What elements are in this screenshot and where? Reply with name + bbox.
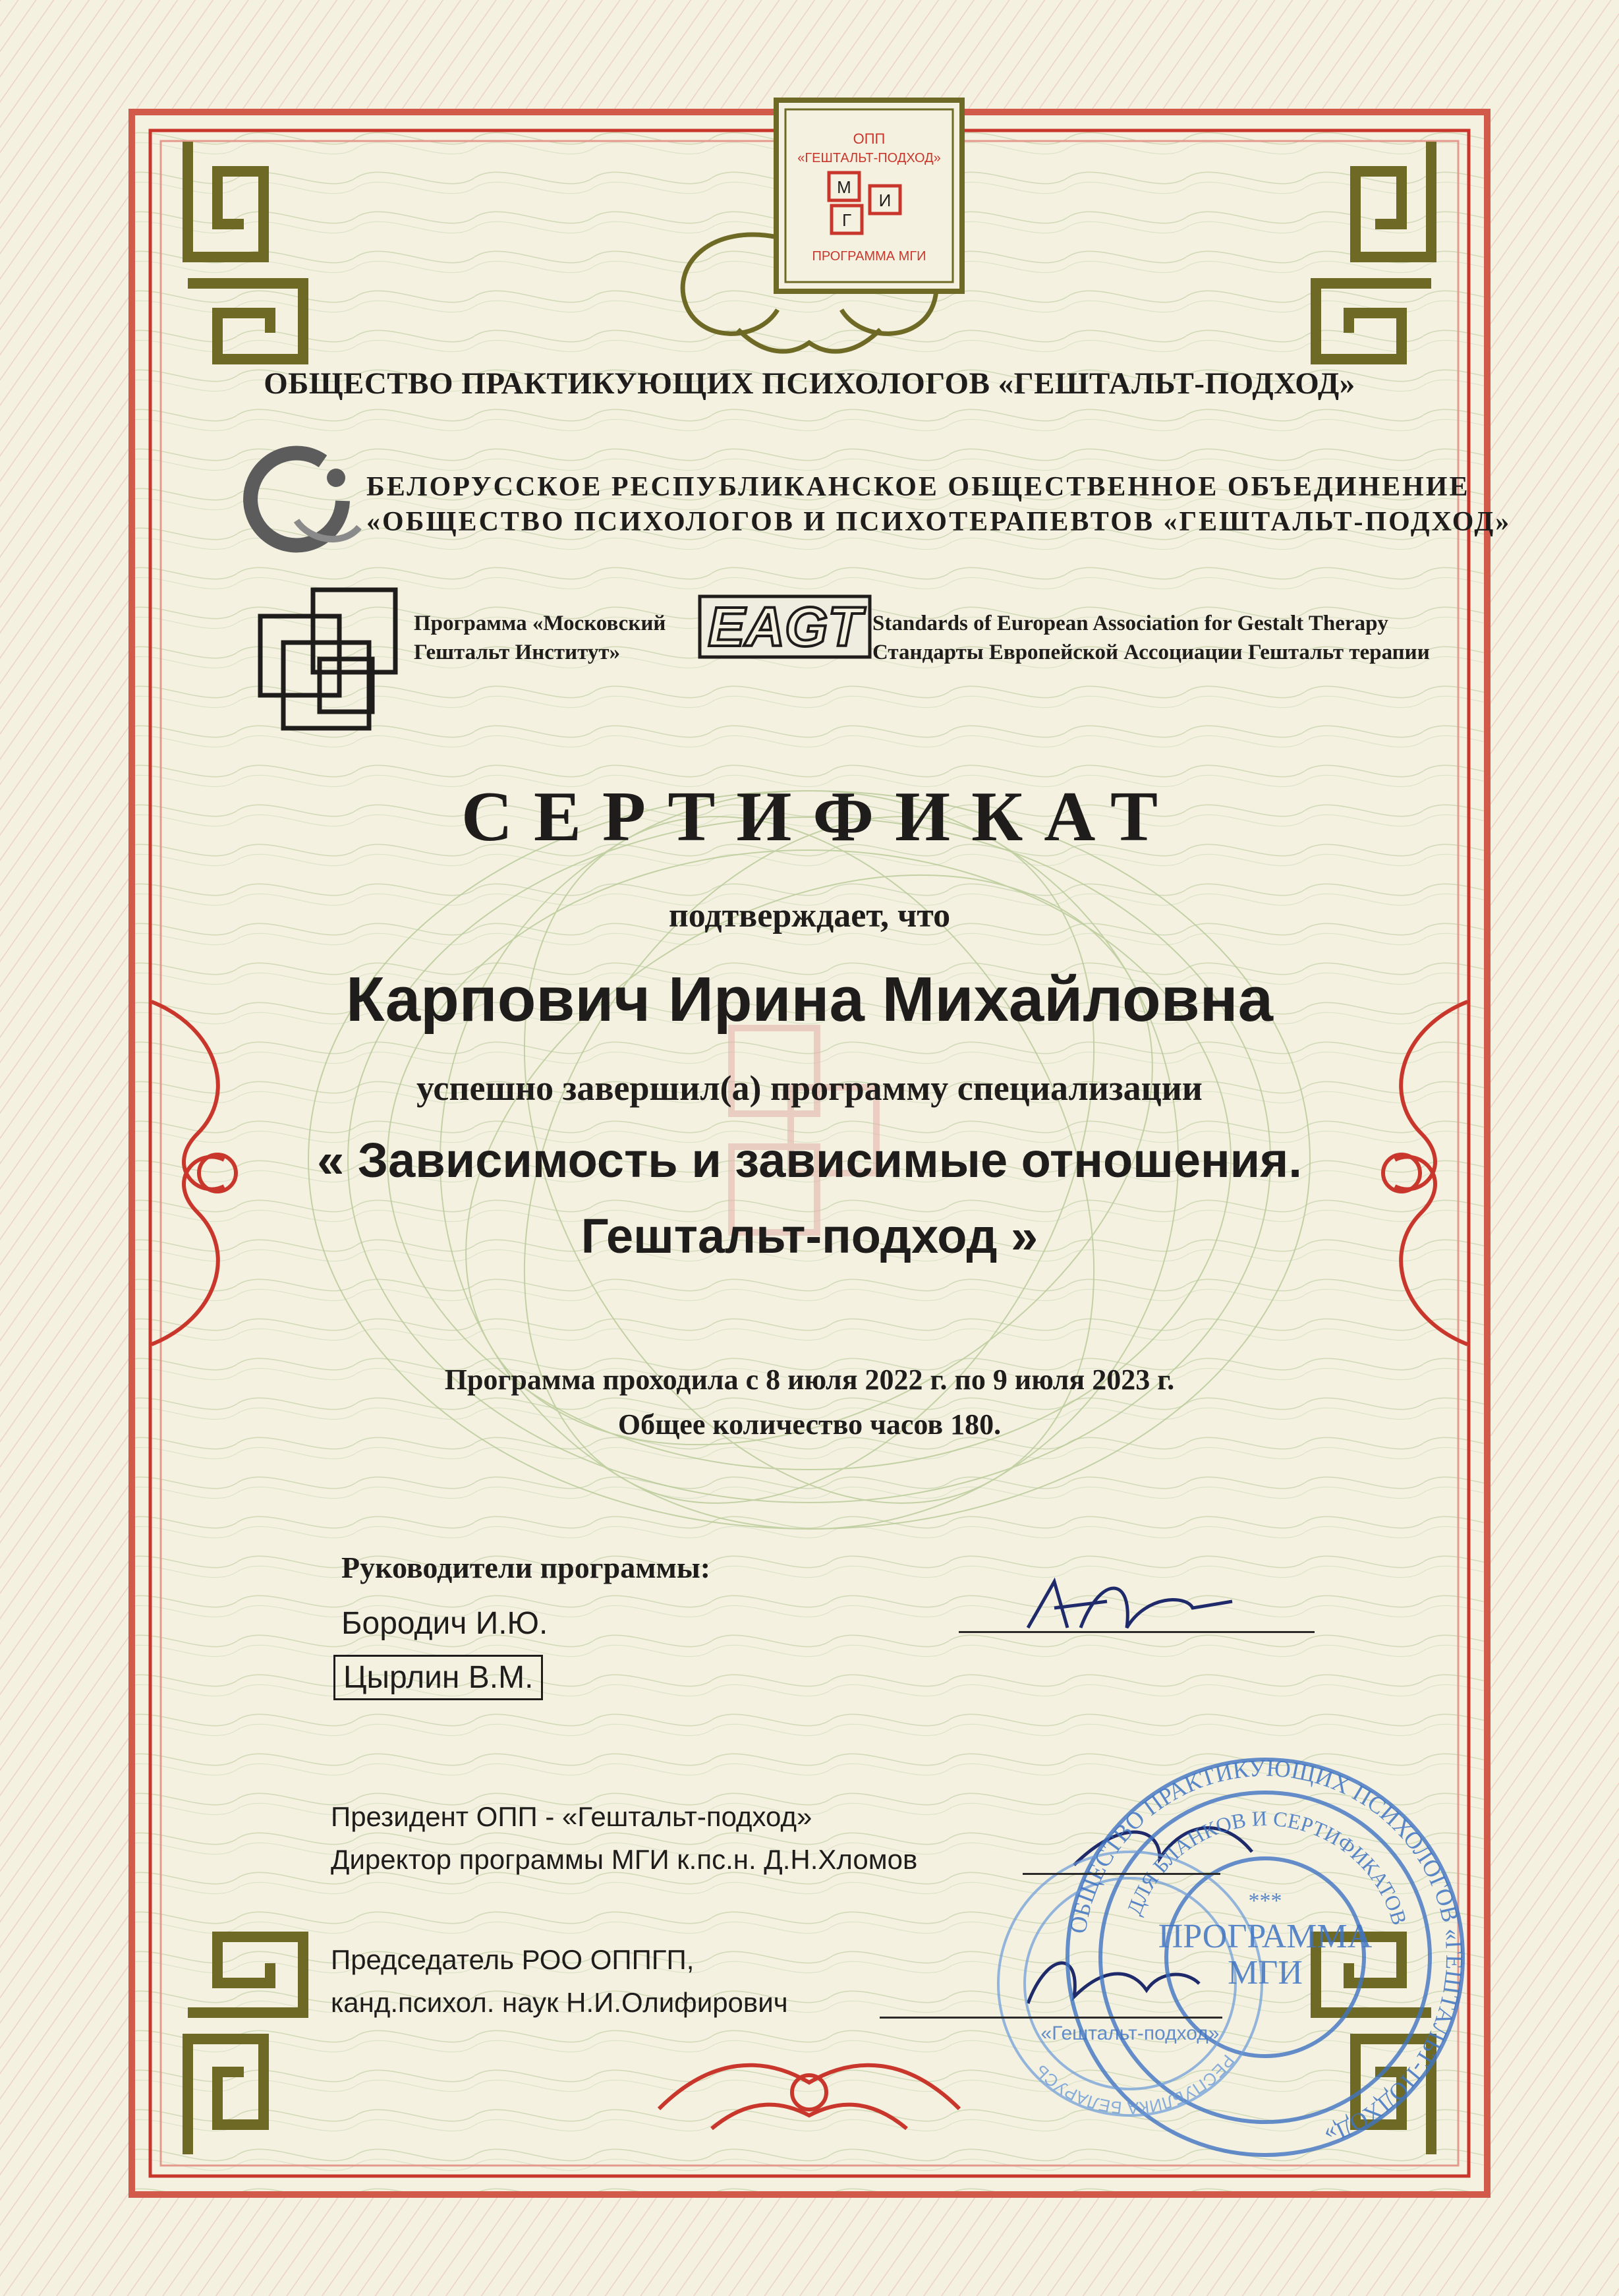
svg-text:EAGT: EAGT [708, 596, 862, 658]
president-title: Президент ОПП - «Гештальт-подход» [331, 1801, 812, 1832]
stamp2-center: «Гештальт-подход» [1040, 2023, 1220, 2044]
belarus-org-line2: «ОБЩЕСТВО ПСИХОЛОГОВ И ПСИХОТЕРАПЕВТОВ «ГЕШТАЛЬТ-ПОДХОД» [366, 507, 1512, 537]
badge-line1: ОПП [853, 130, 886, 147]
program-title-line2: Гештальт-подход » [581, 1209, 1038, 1263]
badge-letter-m: М [837, 177, 851, 197]
belarus-org-line1: БЕЛОРУССКОЕ РЕСПУБЛИКАНСКОЕ ОБЩЕСТВЕННОЕ ОБЪЕДИНЕНИЕ [366, 472, 1470, 502]
confirms-text: подтверждает, что [668, 897, 951, 934]
leader-name-1: Бородич И.Ю. [341, 1606, 548, 1641]
stamp-center-2: МГИ [1228, 1954, 1303, 1992]
badge-letter-i: И [878, 190, 892, 210]
mgi-program-line1: Программа «Московский [414, 612, 666, 635]
stamp-outer-ring-text: ОБЩЕСТВО ПРАКТИКУЮЩИХ ПСИХОЛОГОВ «ГЕШТАЛЬТ-ПОДХОД» [1064, 1754, 1468, 2149]
chair-name: канд.психол. наук Н.И.Олифирович [331, 1987, 788, 2018]
eagt-logo [700, 596, 870, 658]
stamp2-ring-text: РЕСПУБЛИКА БЕЛАРУСЬ [1031, 2051, 1239, 2119]
chair-title: Председатель РОО ОППГП, [331, 1944, 695, 1975]
leaders-label: Руководители программы: [341, 1551, 711, 1584]
recipient-name: Карпович Ирина Михайловна [345, 964, 1274, 1035]
mgi-program-line2: Гештальт Институт» [414, 641, 621, 664]
stamp-center-1: ПРОГРАММА [1158, 1918, 1373, 1955]
eagt-standards-line1: Standards of European Association for Gestalt Therapy [872, 612, 1388, 635]
certificate-title: СЕРТИФИКАТ [461, 778, 1179, 856]
program-director: Директор программы МГИ к.пс.н. Д.Н.Хломов [331, 1844, 918, 1875]
badge-line3: ПРОГРАММА МГИ [812, 249, 926, 264]
stamp-inner-ring-text: ДЛЯ БЛАНКОВ И СЕРТИФИКАТОВ [1122, 1806, 1412, 1928]
org-title: ОБЩЕСТВО ПРАКТИКУЮЩИХ ПСИХОЛОГОВ «ГЕШТАЛЬТ-ПОДХОД» [264, 366, 1355, 401]
signature-line-leaders [959, 1631, 1315, 1633]
leader-name-2: Цырлин В.М. [333, 1655, 543, 1700]
completed-text: успешно завершил(а) программу специализации [416, 1068, 1203, 1108]
eagt-standards-line2: Стандарты Европейской Ассоциации Гештальт терапии [872, 641, 1430, 664]
program-dates: Программа проходила с 8 июля 2022 г. по 9 июля 2023 г. [444, 1363, 1175, 1396]
badge-letter-g: Г [841, 210, 852, 230]
signature-line-president [1023, 1873, 1220, 1875]
program-title-line1: « Зависимость и зависимые отношения. [317, 1133, 1302, 1188]
badge-line2: «ГЕШТАЛЬТ-ПОДХОД» [797, 151, 941, 165]
program-hours: Общее количество часов 180. [617, 1408, 1002, 1441]
stamp-stars: *** [1248, 1889, 1282, 1913]
signature-line-chair [880, 2017, 1222, 2019]
